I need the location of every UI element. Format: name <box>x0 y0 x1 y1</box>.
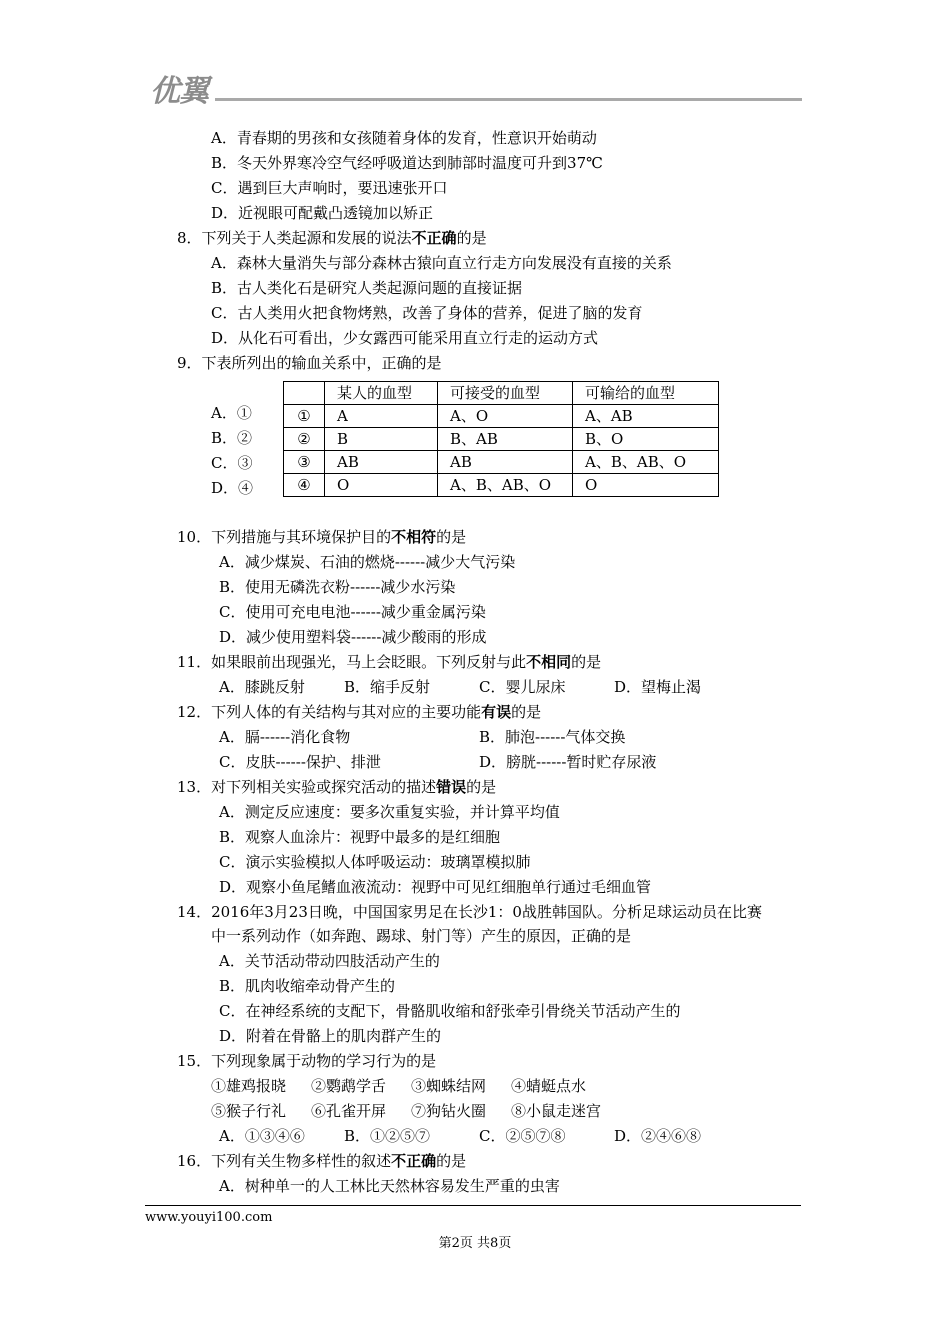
q15-stem: 15．下列现象属于动物的学习行为的是 <box>177 1052 437 1070</box>
q11-stem: 11．如果眼前出现强光，马上会眨眼。下列反射与此不相同的是 <box>177 653 602 671</box>
q8-option-d: D．从化石可看出，少女露西可能采用直立行走的运动方式 <box>211 329 599 347</box>
q10-option-b: B．使用无磷洗衣粉------减少水污染 <box>219 578 456 596</box>
table-cell: A、B、AB、O <box>438 474 573 497</box>
header-rule <box>215 98 802 101</box>
table-row <box>284 428 719 451</box>
q9-option-c: C．③ <box>211 454 253 472</box>
q15-item: ①雄鸡报晓 <box>211 1077 287 1095</box>
footer-url: www.youyi100.com <box>145 1210 273 1225</box>
q10-option-c: C．使用可充电电池------减少重金属污染 <box>219 603 486 621</box>
q8-stem: 8．下列关于人类起源和发展的说法不正确的是 <box>177 229 487 247</box>
table-cell: AB <box>438 451 573 474</box>
q7-option-d: D．近视眼可配戴凸透镜加以矫正 <box>211 204 434 222</box>
q14-option-b: B．肌肉收缩牵动骨产生的 <box>219 977 396 995</box>
q15-item: ④蜻蜓点水 <box>511 1077 587 1095</box>
table-cell: B、O <box>573 428 719 451</box>
table-cell: ① <box>284 405 325 428</box>
table-cell: A、AB <box>573 405 719 428</box>
q15-option-d: D．②④⑥⑧ <box>614 1127 702 1145</box>
q12-option-b: B．肺泡------气体交换 <box>479 728 626 746</box>
table-row <box>284 405 719 428</box>
table-row <box>284 474 719 497</box>
q8-option-b: B．古人类化石是研究人类起源问题的直接证据 <box>211 279 523 297</box>
q15-item: ③蜘蛛结网 <box>411 1077 487 1095</box>
table-cell: A、O <box>438 405 573 428</box>
q11-option-b: B．缩手反射 <box>344 678 431 696</box>
q7-option-b: B．冬天外界寒冷空气经呼吸道达到肺部时温度可升到37℃ <box>211 154 603 172</box>
q12-option-d: D．膀胱------暂时贮存尿液 <box>479 753 657 771</box>
q9-option-b: B．② <box>211 429 253 447</box>
q9-stem: 9．下表所列出的输血关系中，正确的是 <box>177 354 442 372</box>
table-cell: O <box>573 474 719 497</box>
q15-item: ②鹦鹉学舌 <box>311 1077 387 1095</box>
table-cell: ② <box>284 428 325 451</box>
q8-option-a: A．森林大量消失与部分森林古猿向直立行走方向发展没有直接的关系 <box>211 254 672 272</box>
table-cell: A <box>325 405 438 428</box>
q9-option-d: D．④ <box>211 479 254 497</box>
q14-option-a: A．关节活动带动四肢活动产生的 <box>219 952 440 970</box>
table-header-cell: 可接受的血型 <box>438 382 573 405</box>
q13-option-b: B．观察人血涂片：视野中最多的是红细胞 <box>219 828 501 846</box>
table-cell: ③ <box>284 451 325 474</box>
q11-option-d: D．望梅止渴 <box>614 678 702 696</box>
q15-item: ⑦狗钻火圈 <box>411 1102 487 1120</box>
table-header-cell: 可输给的血型 <box>573 382 719 405</box>
table-cell: ④ <box>284 474 325 497</box>
q10-option-d: D．减少使用塑料袋------减少酸雨的形成 <box>219 628 487 646</box>
q16-option-a: A．树种单一的人工林比天然林容易发生严重的虫害 <box>219 1177 560 1195</box>
q9-option-a: A．① <box>211 404 252 422</box>
blood-type-table <box>283 381 719 497</box>
footer-rule <box>145 1205 801 1206</box>
q15-item: ⑤猴子行礼 <box>211 1102 287 1120</box>
q12-option-a: A．膈------消化食物 <box>219 728 351 746</box>
table-cell: AB <box>325 451 438 474</box>
q11-option-a: A．膝跳反射 <box>219 678 305 696</box>
table-row <box>284 451 719 474</box>
q14-option-d: D．附着在骨骼上的肌肉群产生的 <box>219 1027 442 1045</box>
q12-option-c: C．皮肤------保护、排泄 <box>219 753 381 771</box>
q16-stem: 16．下列有关生物多样性的叙述不正确的是 <box>177 1152 467 1170</box>
page-number: 第2页 共8页 <box>438 1236 512 1251</box>
q13-stem: 13．对下列相关实验或探究活动的描述错误的是 <box>177 778 497 796</box>
table-cell: B、AB <box>438 428 573 451</box>
q15-item: ⑥孔雀开屏 <box>311 1102 387 1120</box>
q14-option-c: C．在神经系统的支配下，骨骼肌收缩和舒张牵引骨绕关节活动产生的 <box>219 1002 681 1020</box>
table-cell: O <box>325 474 438 497</box>
q14-stem-line1: 14．2016年3月23日晚，中国国家男足在长沙1：0战胜韩国队。分析足球运动员在比赛 <box>177 903 762 921</box>
q14-stem-line2: 中一系列动作（如奔跑、踢球、射门等）产生的原因，正确的是 <box>211 927 632 945</box>
q10-stem: 10．下列措施与其环境保护目的不相符的是 <box>177 528 467 546</box>
table-cell: B <box>325 428 438 451</box>
table-header-cell: 某人的血型 <box>325 382 438 405</box>
q15-option-a: A．①③④⑥ <box>219 1127 305 1145</box>
table-header-cell <box>284 382 325 405</box>
q7-option-c: C．遇到巨大声响时，要迅速张开口 <box>211 179 448 197</box>
q7-option-a: A．青春期的男孩和女孩随着身体的发育，性意识开始萌动 <box>211 129 597 147</box>
q13-option-d: D．观察小鱼尾鳍血液流动：视野中可见红细胞单行通过毛细血管 <box>219 878 652 896</box>
q8-option-c: C．古人类用火把食物烤熟，改善了身体的营养，促进了脑的发育 <box>211 304 643 322</box>
q15-item: ⑧小鼠走迷宫 <box>511 1102 602 1120</box>
q15-option-c: C．②⑤⑦⑧ <box>479 1127 566 1145</box>
q13-option-a: A．测定反应速度：要多次重复实验，并计算平均值 <box>219 803 560 821</box>
q11-option-c: C．婴儿尿床 <box>479 678 566 696</box>
brand-logo: 优翼 <box>150 74 208 109</box>
table-header-row <box>284 382 719 405</box>
q15-option-b: B．①②⑤⑦ <box>344 1127 431 1145</box>
q12-stem: 12．下列人体的有关结构与其对应的主要功能有误的是 <box>177 703 542 721</box>
q13-option-c: C．演示实验模拟人体呼吸运动：玻璃罩模拟肺 <box>219 853 531 871</box>
q10-option-a: A．减少煤炭、石油的燃烧------减少大气污染 <box>219 553 516 571</box>
table-cell: A、B、AB、O <box>573 451 719 474</box>
